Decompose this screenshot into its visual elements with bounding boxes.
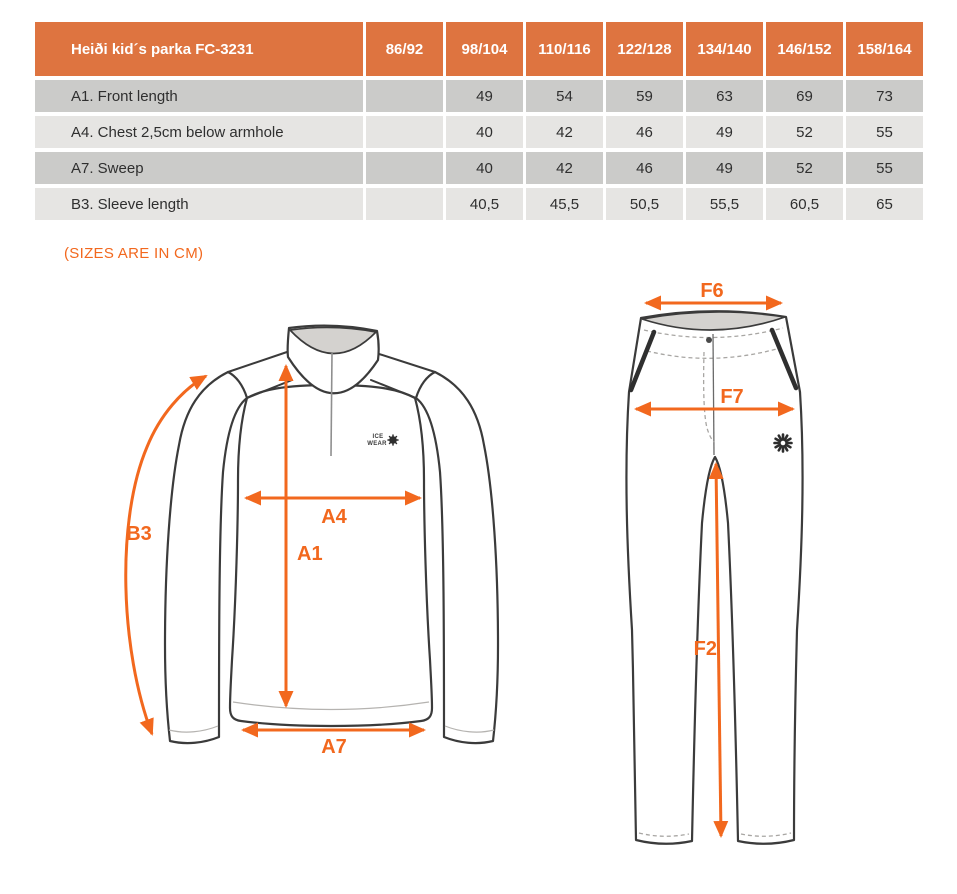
size-table-header-row (35, 22, 923, 76)
logo-snowflake-icon (388, 435, 398, 445)
row-label: A4. Chest 2,5cm below armhole (35, 116, 363, 148)
row-label: A7. Sweep (35, 152, 363, 184)
cell: 40,5 (446, 188, 523, 220)
cell: 50,5 (606, 188, 683, 220)
cell: 46 (606, 116, 683, 148)
size-col-header-0: 86/92 (366, 22, 443, 76)
pants-diagram (626, 280, 802, 844)
row-label: A1. Front length (35, 80, 363, 112)
cell: 49 (686, 116, 763, 148)
size-col-header-2: 110/116 (526, 22, 603, 76)
sizes-note: (SIZES ARE IN CM) (64, 245, 204, 262)
cell: 52 (766, 152, 843, 184)
cell: 55 (846, 116, 923, 148)
table-row-sweep (35, 152, 923, 184)
cell: 65 (846, 188, 923, 220)
size-col-header-5: 146/152 (766, 22, 843, 76)
table-row-sleeve-length (35, 188, 923, 220)
cell (366, 116, 443, 148)
cell: 45,5 (526, 188, 603, 220)
cell: 40 (446, 152, 523, 184)
size-col-header-4: 134/140 (686, 22, 763, 76)
logo-text-line1: ICE (372, 434, 384, 440)
table-row-front-length (35, 80, 923, 112)
cell: 42 (526, 116, 603, 148)
cell: 73 (846, 80, 923, 112)
f2-label: F2 (693, 638, 717, 660)
cell (366, 80, 443, 112)
cell: 55,5 (686, 188, 763, 220)
cell: 54 (526, 80, 603, 112)
table-row-chest (35, 116, 923, 148)
row-label: B3. Sleeve length (35, 188, 363, 220)
size-col-header-1: 98/104 (446, 22, 523, 76)
pants-outline (626, 311, 802, 844)
product-title-cell: Heiði kid´s parka FC-3231 (35, 22, 363, 76)
cell: 52 (766, 116, 843, 148)
measurement-diagram (0, 270, 957, 894)
cell: 42 (526, 152, 603, 184)
cell: 49 (446, 80, 523, 112)
cell (366, 188, 443, 220)
waist-button (706, 337, 712, 343)
f7-label: F7 (720, 386, 744, 408)
cell: 55 (846, 152, 923, 184)
left-shoulder-seam (228, 352, 287, 372)
a1-label: A1 (297, 543, 323, 565)
a4-label: A4 (321, 506, 347, 528)
size-col-header-6: 158/164 (846, 22, 923, 76)
cell: 60,5 (766, 188, 843, 220)
cell: 69 (766, 80, 843, 112)
icewear-logo (367, 434, 398, 447)
f6-label: F6 (700, 280, 724, 302)
cell: 63 (686, 80, 763, 112)
right-shoulder-seam (376, 353, 435, 372)
size-table (32, 18, 926, 224)
zipper-line (331, 353, 332, 456)
jacket-diagram (126, 326, 498, 758)
size-col-header-3: 122/128 (606, 22, 683, 76)
cell: 40 (446, 116, 523, 148)
cell: 59 (606, 80, 683, 112)
cell: 46 (606, 152, 683, 184)
cell: 49 (686, 152, 763, 184)
b3-label: B3 (126, 523, 152, 545)
a7-label: A7 (321, 736, 347, 758)
logo-text-line2: WEAR (367, 441, 387, 447)
cell (366, 152, 443, 184)
